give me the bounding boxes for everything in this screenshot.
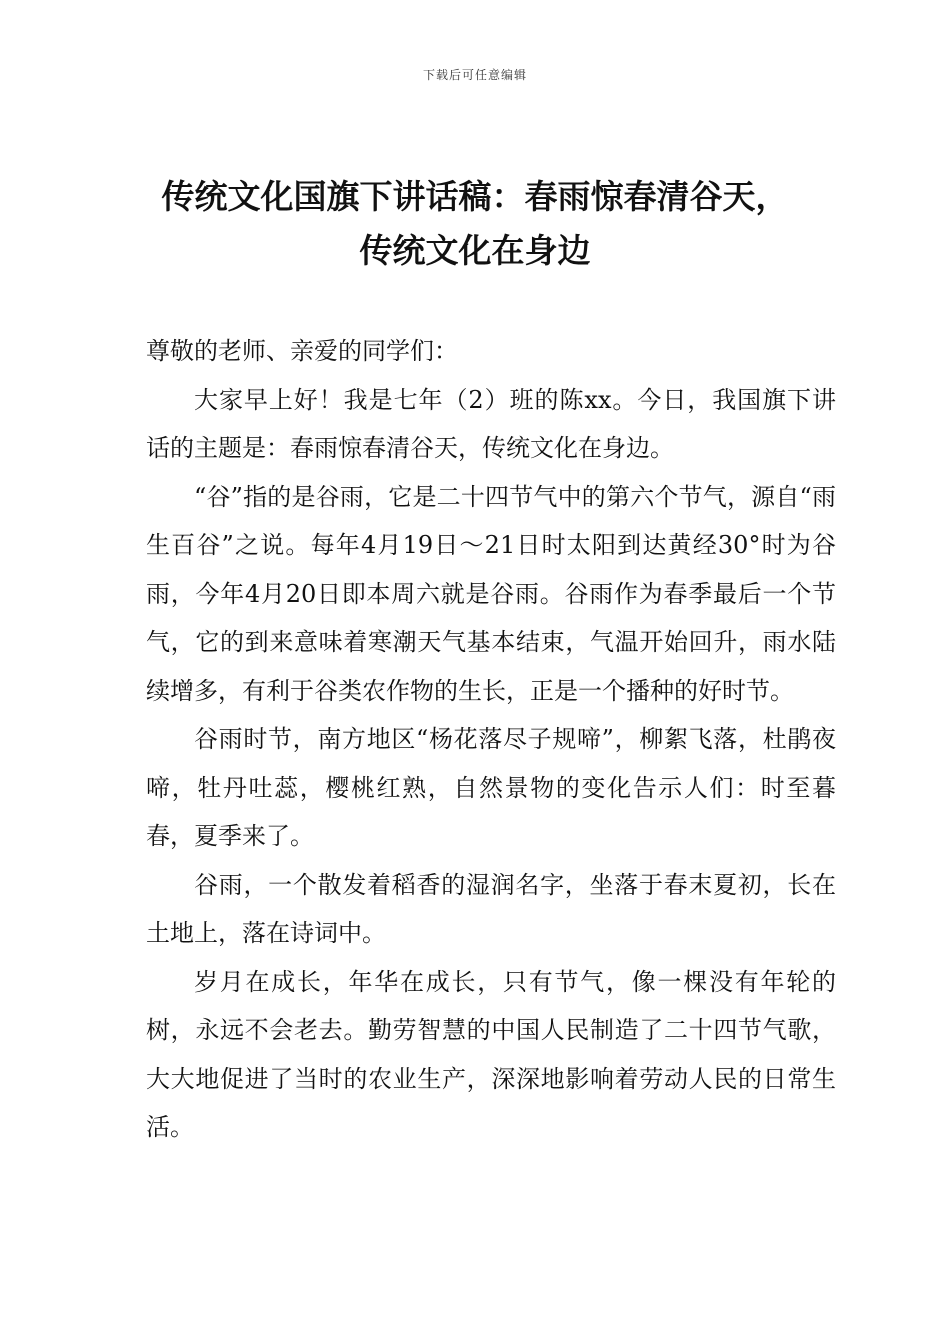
title-line-2: 传统文化在身边 — [359, 231, 591, 270]
title-line-1: 传统文化国旗下讲话稿：春雨惊春清谷天， — [161, 177, 789, 216]
document-title — [100, 170, 850, 278]
paragraph: 谷雨，一个散发着稻香的湿润名字，坐落于春末夏初，长在土地上，落在诗词中。 — [146, 870, 836, 947]
document-body — [146, 327, 836, 1152]
paragraph: “谷”指的是谷雨，它是二十四节气中的第六个节气，源自“雨生百谷”之说。每年4月19日～21日时太阳到达黄经30°时为谷雨，今年4月20日即本周六就是谷雨。谷雨作为春季最后一个节气，它的到来意味着寒潮天气基本结束，气温开始回升，雨水陆续增多，有利于谷类农作物的生长，正是一个播种的好时节。 — [146, 482, 836, 705]
paragraph: 大家早上好！我是七年（2）班的陈xx。今日，我国旗下讲话的主题是：春雨惊春清谷天，传统文化在身边。 — [146, 385, 836, 462]
paragraph: 岁月在成长，年华在成长，只有节气，像一棵没有年轮的树，永远不会老去。勤劳智慧的中国人民制造了二十四节气歌，大大地促进了当时的农业生产，深深地影响着劳动人民的日常生活。 — [146, 967, 836, 1141]
header-note: 下载后可任意编辑 — [422, 68, 527, 82]
paragraph: 谷雨时节，南方地区“杨花落尽子规啼”，柳絮飞落，杜鹃夜啼，牡丹吐蕊，樱桃红熟，自然景物的变化告示人们：时至暮春，夏季来了。 — [146, 725, 836, 850]
salutation: 尊敬的老师、亲爱的同学们： — [146, 337, 458, 365]
